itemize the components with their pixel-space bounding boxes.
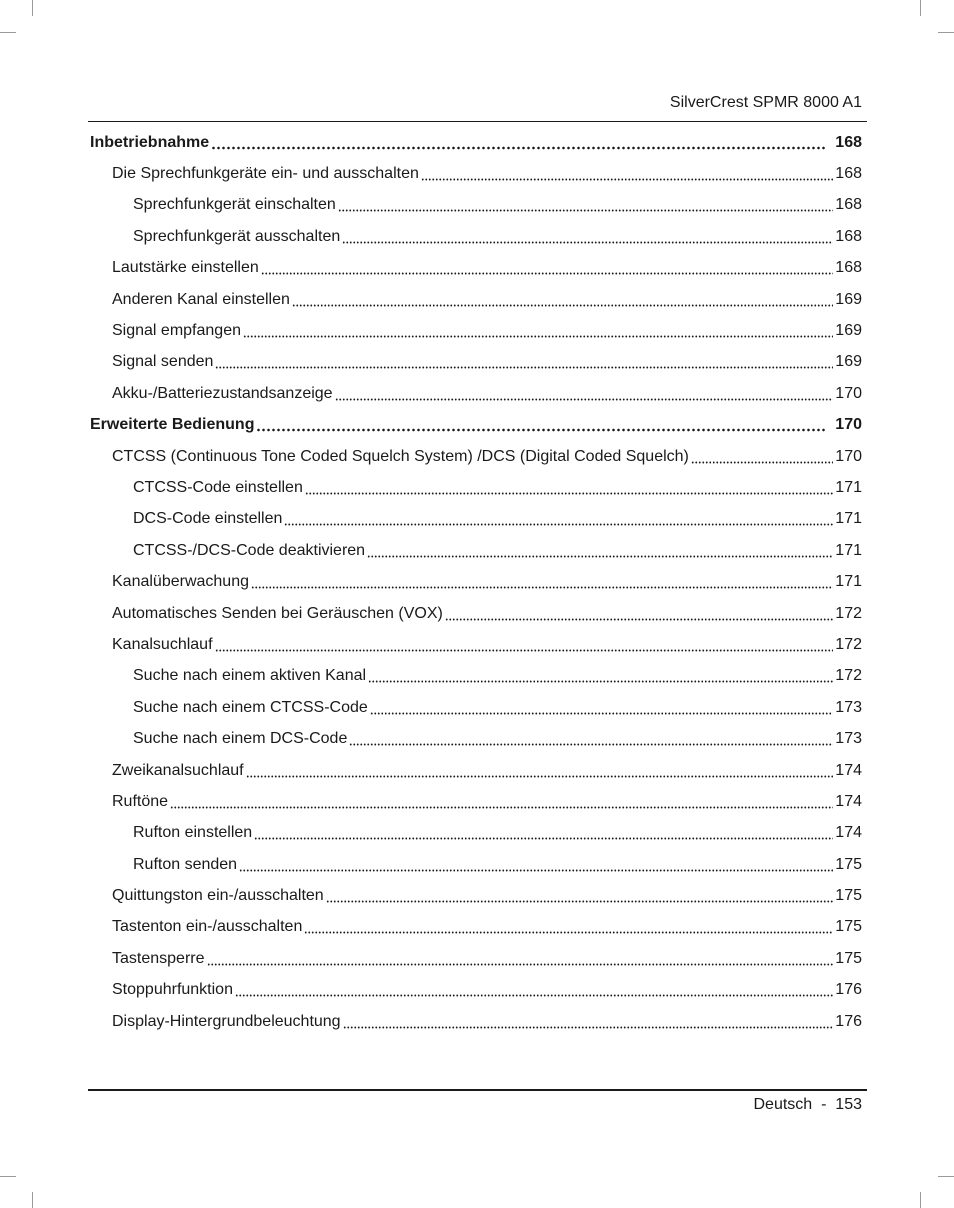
toc-entry-title: Ruftöne [112,792,169,810]
toc-entry-title: Zweikanalsuchlauf [112,761,244,779]
dot-leader [305,480,833,496]
toc-entry-title: Kanalüberwachung [112,573,249,591]
toc-entry-page: 168 [835,165,862,183]
dot-leader [370,700,834,716]
toc-entry-title: Sprechfunkgerät einschalten [133,196,336,214]
toc-entry[interactable] [90,1006,862,1037]
dot-leader [170,794,833,810]
toc-entry-page: 168 [835,133,862,151]
dot-leader [367,543,833,559]
crop-mark [32,1192,33,1208]
toc-entry[interactable] [90,190,862,221]
dot-leader [251,574,833,590]
toc-entry-title: CTCSS-/DCS-Code deaktivieren [133,541,366,559]
footer-language: Deutsch [753,1096,813,1113]
crop-mark [938,32,954,33]
toc-entry-title: Erweiterte Bedienung [90,416,255,434]
toc-entry-page: 172 [835,667,862,685]
toc-entry[interactable] [90,692,862,723]
toc-entry-page: 169 [835,353,862,371]
dot-leader [239,857,833,873]
toc-chapter-entry[interactable] [90,410,862,441]
toc-entry-title: Suche nach einem aktiven Kanal [133,667,367,685]
dot-leader [349,731,833,747]
toc-entry[interactable] [90,818,862,849]
toc-entry[interactable] [90,221,862,252]
dot-leader [292,292,833,308]
toc-entry-page: 175 [835,887,862,905]
toc-entry-title: Rufton einstellen [133,824,253,842]
toc-entry[interactable] [90,723,862,754]
toc-entry-page: 175 [835,949,862,967]
toc-entry-page: 174 [835,792,862,810]
toc-entry-page: 171 [835,541,862,559]
table-of-contents [90,127,862,1037]
toc-entry-title: Suche nach einem CTCSS-Code [133,698,368,716]
toc-entry[interactable] [90,661,862,692]
toc-entry-page: 168 [835,196,862,214]
toc-entry-page: 172 [835,604,862,622]
dot-leader [261,260,834,276]
toc-entry-page: 168 [835,259,862,277]
toc-entry-page: 175 [835,855,862,873]
toc-entry[interactable] [90,880,862,911]
dot-leader [246,763,834,779]
toc-entry-page: 173 [835,730,862,748]
header-rule [88,121,867,122]
toc-entry-page: 169 [835,322,862,340]
dot-leader [343,1014,834,1030]
toc-entry[interactable] [90,504,862,535]
crop-mark [0,32,16,33]
dot-leader [284,511,833,527]
toc-entry-page: 170 [835,416,862,434]
toc-entry-page: 168 [835,227,862,245]
toc-entry[interactable] [90,347,862,378]
toc-entry-title: Tastenton ein-/ausschalten [112,918,303,936]
toc-entry-page: 172 [835,635,862,653]
dot-leader [445,606,833,622]
toc-entry-title: Quittungston ein-/ausschalten [112,887,324,905]
document-header-title: SilverCrest SPMR 8000 A1 [669,94,862,111]
toc-entry-title: Sprechfunkgerät ausschalten [133,227,341,245]
toc-entry[interactable] [90,849,862,880]
toc-entry-page: 175 [835,918,862,936]
footer-page-number: 153 [835,1096,862,1113]
toc-entry-page: 170 [835,447,862,465]
toc-chapter-entry[interactable] [90,127,862,158]
toc-entry-title: Die Sprechfunkgeräte ein- und ausschalten [112,165,419,183]
page-footer [753,1096,862,1114]
footer-rule [88,1089,867,1091]
dot-leader [243,323,833,339]
toc-entry[interactable] [90,472,862,503]
dot-leader [335,386,834,402]
toc-entry[interactable] [90,975,862,1006]
toc-entry[interactable] [90,566,862,597]
toc-entry[interactable] [90,629,862,660]
dot-leader [215,354,833,370]
toc-entry[interactable] [90,912,862,943]
crop-mark [920,1192,921,1208]
toc-entry-title: Stoppuhrfunktion [112,981,233,999]
toc-entry[interactable] [90,315,862,346]
toc-entry[interactable] [90,441,862,472]
dot-leader [254,825,833,841]
toc-entry-title: CTCSS-Code einstellen [133,478,303,496]
toc-entry-title: Signal senden [112,353,214,371]
dot-leader [211,135,825,151]
dot-leader [256,417,825,433]
toc-entry[interactable] [90,253,862,284]
dot-leader [691,449,833,465]
toc-entry-title: Lautstärke einstellen [112,259,259,277]
toc-entry-page: 173 [835,698,862,716]
toc-entry-page: 170 [835,384,862,402]
dot-leader [207,951,834,967]
toc-entry-page: 174 [835,824,862,842]
toc-entry-title: Tastensperre [112,949,205,967]
footer-separator: - [821,1096,827,1113]
dot-leader [326,888,834,904]
toc-entry-title: Anderen Kanal einstellen [112,290,290,308]
dot-leader [421,166,833,182]
dot-leader [368,668,833,684]
toc-entry[interactable] [90,755,862,786]
toc-entry[interactable] [90,158,862,189]
toc-entry-page: 171 [835,510,862,528]
dot-leader [342,229,833,245]
dot-leader [304,919,833,935]
toc-entry-title: Signal empfangen [112,322,241,340]
toc-entry-page: 176 [835,981,862,999]
toc-entry[interactable] [90,535,862,566]
dot-leader [215,637,834,653]
toc-entry[interactable] [90,284,862,315]
toc-entry-title: Suche nach einem DCS-Code [133,730,348,748]
toc-entry-page: 171 [835,478,862,496]
toc-entry-page: 174 [835,761,862,779]
toc-entry-page: 176 [835,1012,862,1030]
toc-entry-title: CTCSS (Continuous Tone Coded Squelch System) /DCS (Digital Coded Squelch) [112,447,689,465]
toc-entry-title: Inbetriebnahme [90,133,210,151]
toc-entry-title: Display-Hintergrundbeleuchtung [112,1012,341,1030]
toc-entry[interactable] [90,943,862,974]
toc-entry[interactable] [90,786,862,817]
crop-mark [0,1176,16,1177]
dot-leader [338,197,834,213]
crop-mark [32,0,33,16]
dot-leader [235,982,833,998]
toc-entry-title: Kanalsuchlauf [112,635,213,653]
toc-entry[interactable] [90,598,862,629]
toc-entry-title: Akku-/Batteriezustandsanzeige [112,384,333,402]
crop-mark [938,1176,954,1177]
toc-entry-page: 171 [835,573,862,591]
toc-entry-page: 169 [835,290,862,308]
toc-entry-title: Rufton senden [133,855,238,873]
crop-mark [920,0,921,16]
toc-entry-title: Automatisches Senden bei Geräuschen (VOX) [112,604,443,622]
toc-entry[interactable] [90,378,862,409]
toc-entry-title: DCS-Code einstellen [133,510,283,528]
